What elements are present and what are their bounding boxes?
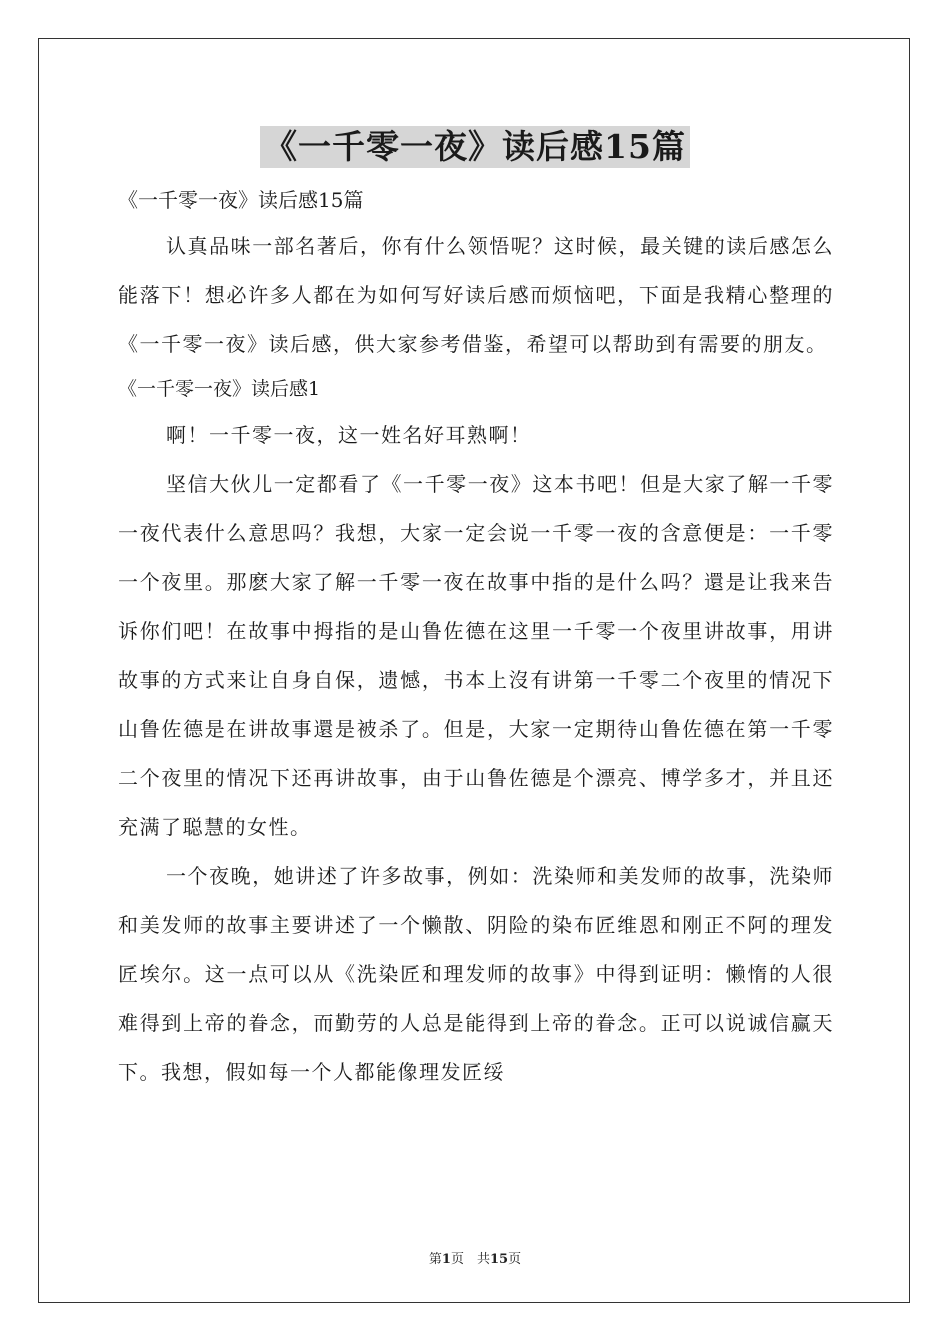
- document-body: [118, 182, 834, 1097]
- page-mid-text: 页 共: [450, 1252, 490, 1267]
- intro-paragraph: 认真品味一部名著后，你有什么领悟呢？这时候，最关键的读后感怎么能落下！想必许多人都在为如何写好读后感而烦恼吧，下面是我精心整理的《一千零一夜》读后感，供大家参考借鉴，希望可以帮助到有需要的朋友。: [118, 234, 834, 356]
- document-title: 《一千零一夜》读后感15篇: [260, 126, 690, 168]
- body-paragraph: 坚信大伙儿一定都看了《一千零一夜》这本书吧！但是大家了解一千零一夜代表什么意思吗？我想，大家一定会说一千零一夜的含意便是：一千零一个夜里。那麽大家了解一千零一夜在故事中指的是什么吗？還是让我来告诉你们吧！在故事中拇指的是山鲁佐德在这里一千零一个夜里讲故事，用讲故事的方式来让自身自保，遗憾，书本上沒有讲第一千零二个夜里的情况下山鲁佐德是在讲故事還是被杀了。但是，大家一定期待山鲁佐德在第一千零二个夜里的情况下还再讲故事，由于山鲁佐德是个漂亮、博学多才，并且还充满了聪慧的女性。: [118, 472, 834, 839]
- page-suffix: 页: [508, 1252, 522, 1267]
- document-subtitle: 《一千零一夜》读后感15篇: [118, 188, 364, 212]
- title-container: [0, 126, 950, 168]
- body-paragraph: 一个夜晚，她讲述了许多故事，例如：洗染师和美发师的故事，洗染师和美发师的故事主要讲述了一个懒散、阴险的染布匠维恩和刚正不阿的理发匠埃尔。这一点可以从《洗染匠和理发师的故事》中得到证明：懒惰的人很难得到上帝的眷念，而勤劳的人总是能得到上帝的眷念。正可以说诚信赢天下。我想，假如每一个人都能像理发匠绥: [118, 864, 834, 1084]
- page-footer: [0, 1248, 950, 1267]
- current-page-number: 1: [441, 1252, 451, 1267]
- total-page-number: 15: [489, 1252, 509, 1267]
- page-prefix: 第: [428, 1252, 442, 1267]
- body-paragraph: 啊！一千零一夜，这一姓名好耳熟啊！: [166, 423, 532, 447]
- section-heading: 《一千零一夜》读后感1: [118, 378, 321, 400]
